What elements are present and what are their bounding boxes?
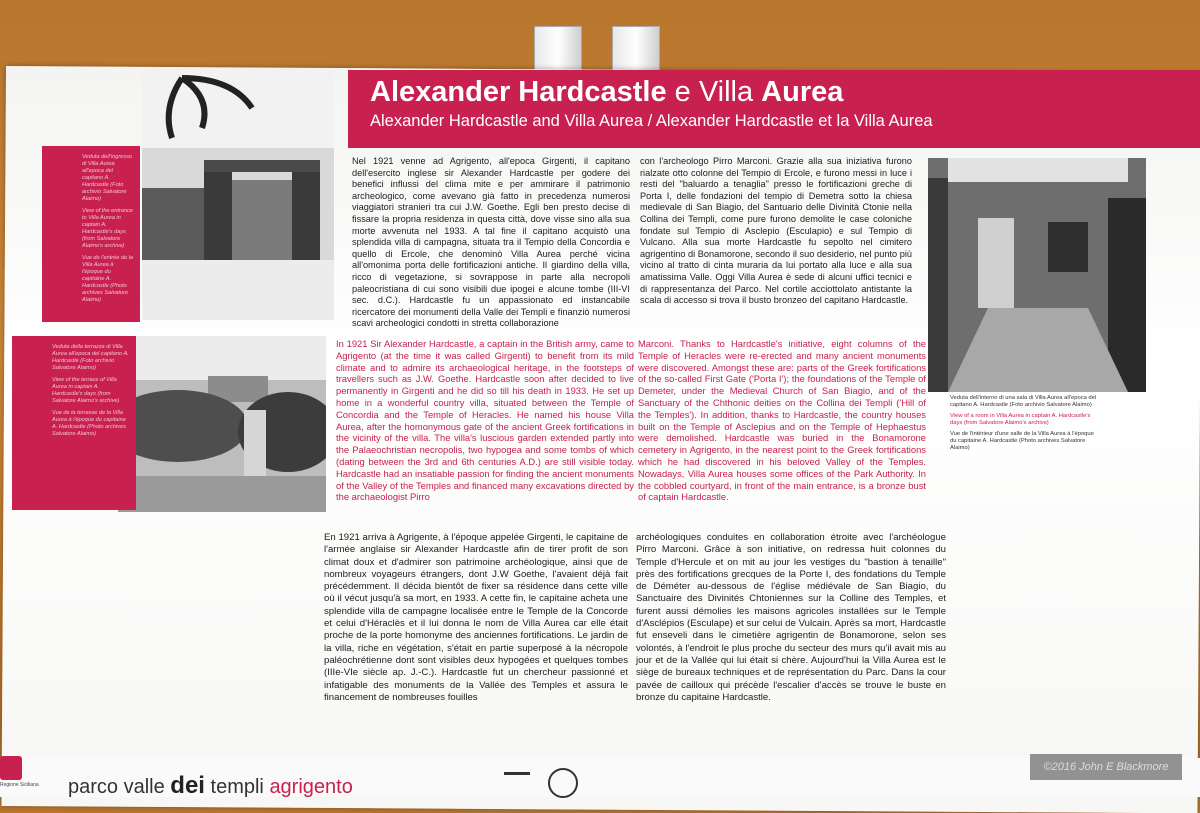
terrace-photo-caption: Veduta della terrazza di Villa Aurea all'epoca del capitano A. Hardcastle (Foto archivio Salvatore Alaimo) View of the terrace of Villa Aurea in captain A. Hardcastle's days (from Salvatore Alaimo's archive) Vue de la terrasse de la Villa Aurea à l'époque du capitaine A. Hardcastle (Photo archives Salvatore Alaimo): [12, 336, 136, 510]
sign-title: Alexander Hardcastle e Villa Aurea: [370, 76, 844, 108]
region-coat-of-arms-icon: [0, 756, 22, 780]
world-heritage-emblem-icon: [548, 768, 578, 798]
italian-text-column-2: con l'archeologo Pirro Marconi. Grazie alla sua iniziativa furono rialzate otto colonne del Tempio di Ercole, e furono messi in luce i resti del "baluardo a tenaglia" presso le fortificazioni greche di Porta I, delle fondazioni del tempio di Demetra sotto la chiesa medievale di San Biagio, del Santuario delle Divinità Ctonie nella Collina dei Templi, come pure furono demolite le case coloniche fondate sul Tempio di Asclepio (Esculapio) e sul Tempio di Vulcano. Alla sua morte Hardcastle fu sepolto nel cimitero agrigentino di Bonamorone, secondo il suo desiderio, nel punto più vicino al tratto di cinta muraria da lui portato alla luce e alla sua amatissima Valle. Oggi Villa Aurea è sede di alcuni uffici tecnici e di rappresentanza del Parco. Nel cortile acciottolato antistante la scala di accesso si trova il busto bronzeo del capitano Hardcastle.: [640, 156, 912, 306]
entrance-photo-caption: Veduta dell'ingresso di Villa Aurea all'epoca del capitano A. Hardcastle (Foto archivio Salvatore Alaimo) View of the entrance to Villa Aurea in captain A. Hardcastle's days (from Salvatore Alaimo's archive) Vue de l'entrée de la Villa Aurea à l'époque du capitaine A. Hardcastle (Photo archives Salvatore Alaimo): [42, 146, 140, 322]
sign-post-left: [534, 26, 582, 72]
villa-entrance-photo: [142, 68, 334, 320]
unesco-logo-icon: [504, 772, 530, 795]
villa-interior-photo: [928, 158, 1146, 392]
french-text-column-2: archéologiques conduites en collaboration étroite avec l'archéologue Pirro Marconi. Grâce à son initiative, on redressa huit colonnes du Temple d'Hercule et on mit au jour les vestiges du "bastion à tenaille" près des fortifications grecques de la Porte I, des fondations du Temple de Déméter au-dessous de l'église médiévale de San Biagio, du Sanctuaire des Divinités Chtoniennes sur la Colline des Temples, et furent aussi démolies les maisons agricoles installées sur le Temple d'Asclépios (Esculape) et sur celui de Vulcain. Après sa mort, Hardcastle fut enseveli dans le cimetière agrigentin de Bonamorone, selon ses volontés, à l'endroit le plus proche du secteur des murs qu'il avait mis au jour et de la Vallée qui lui était si chère. Aujourd'hui la Villa Aurea est le siège de bureaux techniques et de représentation du Parc. Dans la cour pavée de cailloux qui précède l'escalier d'accès se trouve le buste en bronze du capitaine Hardcastle.: [636, 532, 946, 703]
sign-subtitle: Alexander Hardcastle and Villa Aurea / Alexander Hardcastle et la Villa Aurea: [370, 112, 933, 130]
italian-text-column-1: Nel 1921 venne ad Agrigento, all'epoca Girgenti, il capitano dell'esercito inglese sir Alexander Hardcastle per godere dei benefici influssi del clima mite e per ammirare il patrimonio archeologico, come avevano già fatto in precedenza numerosi viaggiatori stranieri tra cui J.W. Goethe. Egli ben presto decise di fissare la propria residenza in questa città, dove visse sino alla sua morte avvenuta nel 1933. A tal fine il capitano acquistò una splendida villa di campagna, situata tra il Tempio della Concordia e quello di Ercole, che denominò Villa Aurea perché vicina all'omonima porta delle fortificazioni antiche. Il giardino della villa, ricco di vegetazione, si sovrappose in parte alla necropoli paleocristiana di cui sono visibili due ipogei e alcune tombe (III-VI sec. d.C.). Hardcastle fu un appassionato ed instancabile ricercatore dei monumenti della Valle dei Templi e finanziò numerosi scavi archeologici condotti in stretta collaborazione: [352, 156, 630, 329]
photo-watermark: ©2016 John E Blackmore: [1030, 754, 1182, 780]
park-logo-text: parco valle dei templi agrigento: [68, 772, 353, 799]
villa-terrace-photo: [118, 336, 326, 512]
english-text-column-2: Marconi. Thanks to Hardcastle's initiative, eight columns of the Temple of Heracles were re-erected and many ancient monuments were discovered. Amongst these are: parts of the Greek fortifications of the so-called First Gate ('Porta I'); the foundations of the Temple of Demeter, under the Medieval Church of San Biagio, and of the Sanctuary of the Chthonic deities on the Collina dei Templi ('Hill of the Temples'). In addition, thanks to Hardcastle, the country houses built on the Temple of Asclepius and on the Temple of Hephaestus were demolished. Hardcastle was buried in the Bonamorone cemetery in Agrigento, in the nearest point to the Greek fortifications which he had discovered in his beloved Valley of the Temples. Nowadays, Villa Aurea houses some offices of the Park Authority. In the cobbled courtyard, in front of the main entrance, is a bronze bust of captain Hardcastle.: [638, 338, 926, 503]
interior-photo-caption: Veduta dell'interno di una sala di Villa Aurea all'epoca del capitano A. Hardcastle (Foto archivio Salvatore Alaimo) View of a room in Villa Aurea in captain A. Hardcastle's days (from Salvatore Alaimo's archive) Vue de l'intérieur d'une salle de la Villa Aurea à l'époque du capitaine A. Hardcastle (Photo archives Salvatore Alaimo): [950, 395, 1097, 451]
french-text-column-1: En 1921 arriva à Agrigente, à l'époque appelée Girgenti, le capitaine de l'armée anglaise sir Alexander Hardcastle afin de tirer profit de son climat doux et d'admirer son patrimoine archéologique, ainsi que de nombreux voyageurs étrangers, dont J.W Goethe, l'avaient déjà fait précédemment. Il décida bientôt de fixer sa résidence dans cette ville où il vécut jusqu'à sa mort, en 1933. A cette fin, le capitaine acheta une splendide villa de campagne localisée entre le Temple de la Concorde et celui d'Héraclès et il lui donna le nom de Villa Aurea car elle était proche de la porte homonyme des anciennes fortifications. Le jardin de la villa, riche en végétation, s'était en partie superposé à la nécropole paléochrétienne dont sont visibles deux hypogées et quelques tombes (IIIe-VIe siècle ap. J.-C.). Hardcastle fut un chercheur passionné et infatigable des monuments de la Vallée des Temples et assura le financement de nombreuses fouilles: [324, 532, 628, 703]
english-text-column-1: In 1921 Sir Alexander Hardcastle, a captain in the British army, came to Agrigento (at the time it was called Girgenti) to benefit from its mild climate and to admire its archaeological heritage, in the footsteps of travellers such as J.W. Goethe. Hardcastle soon after decided to live permanently in Girgenti and he did so till his death in 1933. He set up home in a wonderful country villa, situated between the Temple of Concordia and the Temple of Heracles. He named his house Villa Aurea, after the homonymous gate of the ancient Greek fortifications in the vicinity of the villa. The villa's luscious garden extended partly into the Palaeochristian necropolis, two hypogea and some tombs of which (dating between the 3rd and 6th centuries A.D.) are still visible today. Hardcastle had an insatiable passion for finding the ancient monuments of the Valley of the Temples and financed many excavations directed by the archaeologist Pirro: [336, 338, 634, 503]
sign-post-right: [612, 26, 660, 72]
region-label: Regione Siciliana: [0, 782, 39, 788]
